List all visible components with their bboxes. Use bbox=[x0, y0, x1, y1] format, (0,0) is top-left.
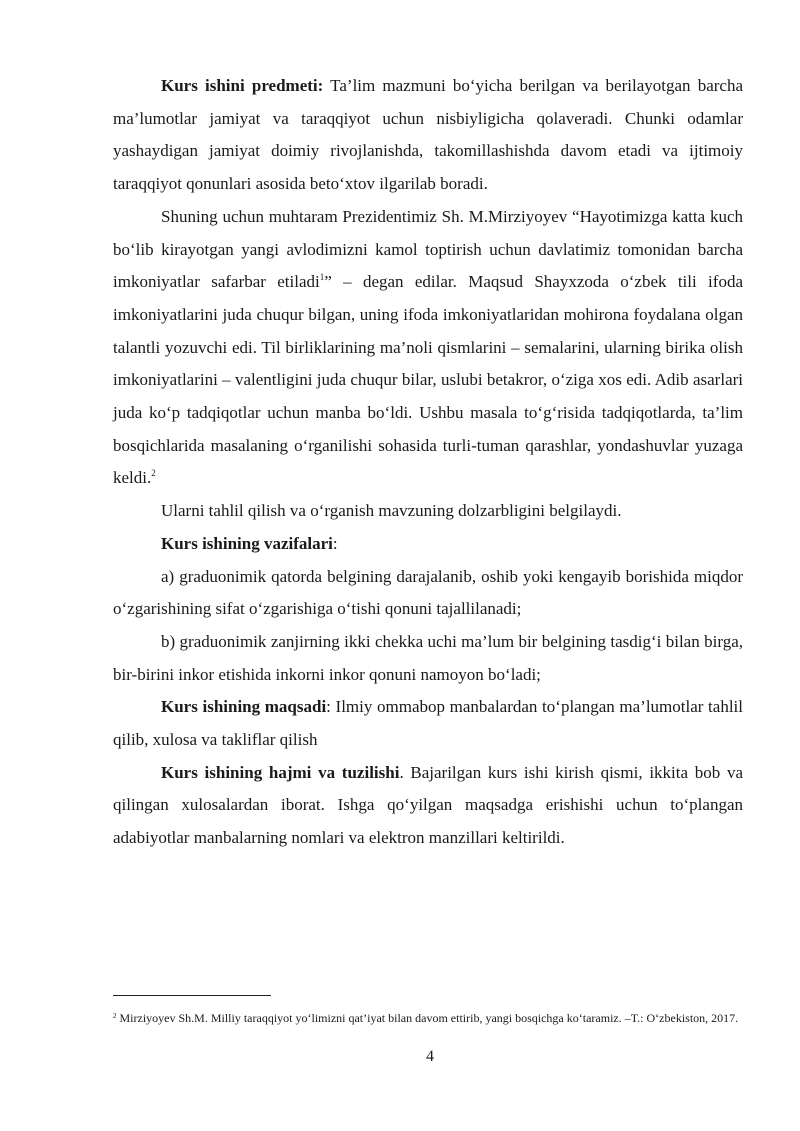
paragraph-analysis: Ularni tahlil qilish va o‘rganish mavzuning dolzarbligini belgilaydi. bbox=[161, 501, 622, 521]
document-body bbox=[113, 70, 743, 855]
page-number: 4 bbox=[426, 1048, 434, 1065]
tasks-heading: Kurs ishining vazifalari bbox=[161, 533, 333, 553]
president-text-before: Shuning uchun muhtaram Prezidentimiz Sh. M.Mirziyoyev “Hayotimizga katta kuch bo‘lib kirayotgan yangi avlodimizni kamol toptirish uchun davlatimiz tomonidan barcha imkoniyatlar safarbar etiladi bbox=[113, 206, 743, 292]
subject-heading: Kurs ishini predmeti: bbox=[161, 76, 324, 95]
footnote-ref-2[interactable]: 2 bbox=[151, 468, 156, 479]
tasks-colon: : bbox=[332, 533, 338, 553]
structure-text: . Bajarilgan kurs ishi kirish qismi, ikkita bob va qilingan xulosalardan iborat. Ishga qo‘yilgan maqsadga erishishi uchun to‘plangan adabiyotlar manbalarning nomlari va elektron manzillari keltirildi. bbox=[113, 762, 743, 848]
paragraph-structure bbox=[113, 757, 743, 855]
footnote-separator bbox=[113, 995, 271, 996]
structure-heading: Kurs ishining hajmi va tuzilishi bbox=[161, 762, 400, 782]
goal-text: : Ilmiy ommabop manbalardan to‘plangan ma’lumotlar tahlil qilib, xulosa va takliflar qilish bbox=[113, 697, 743, 750]
paragraph-task-a: a) graduonimik qatorda belgining darajalanib, oshib yoki kengayib borishida miqdor o‘zgarishining sifat o‘zgarishiga o‘tishi qonuni tajallilanadi; bbox=[113, 566, 743, 619]
paragraph-task-b: b) graduonimik zanjirning ikki chekka uchi ma’lum bir belgining tasdig‘i bilan birga, bir-birini inkor etishida inkorni inkor qonuni namoyon bo‘ladi; bbox=[113, 631, 743, 684]
footnote-marker: 2 bbox=[113, 1012, 117, 1020]
paragraph-tasks-heading bbox=[113, 528, 743, 561]
paragraph-subject bbox=[113, 70, 743, 201]
goal-heading: Kurs ishining maqsadi bbox=[161, 697, 327, 717]
footnote-ref-1: 1 bbox=[319, 272, 325, 283]
subject-text: Ta’lim mazmuni bo‘yicha berilgan va berilayotgan barcha ma’lumotlar jamiyat va taraqqiyot uchun nisbiyligicha qolaveradi. Chunki odamlar yashaydigan jamiyat doimiy rivojlanishda, takomillashishda davom etadi va ijtimoiy taraqqiyot qonunlari asosida beto‘xtov ilgarilab boradi. bbox=[113, 76, 743, 194]
paragraph-goal bbox=[113, 691, 743, 756]
paragraph-president bbox=[113, 201, 743, 495]
footnote-text: Mirziyoyev Sh.M. Milliy taraqqiyot yo‘limizni qat’iyat bilan davom ettirib, yangi bosqichga ko‘taramiz. –T.: O‘zbekiston, 2017. bbox=[116, 1011, 739, 1025]
president-text-middle: ” – degan edilar. Maqsud Shayxzoda o‘zbek tili ifoda imkoniyatlarini juda chuqur bilgan, uning ifoda imkoniyatlaridan mohirona foydalana olgan talantli yozuvchi edi. Til birliklarining ma’noli qismlarini – semalarini, ularning birika olish imkoniyatlarini – valentligini juda chuqur bilar, uslubi betakror, o‘ziga xos edi. Adib asarlari juda ko‘p tadqiqotlar uchun manba bo‘ldi. Ushbu masala to‘g‘risida tadqiqotlarda, ta’lim bosqichlarida masalaning o‘rganilishi sohasida turli-tuman qarashlar, yondashuvlar yuzaga keldi. bbox=[113, 272, 743, 488]
footnote bbox=[113, 1010, 743, 1026]
